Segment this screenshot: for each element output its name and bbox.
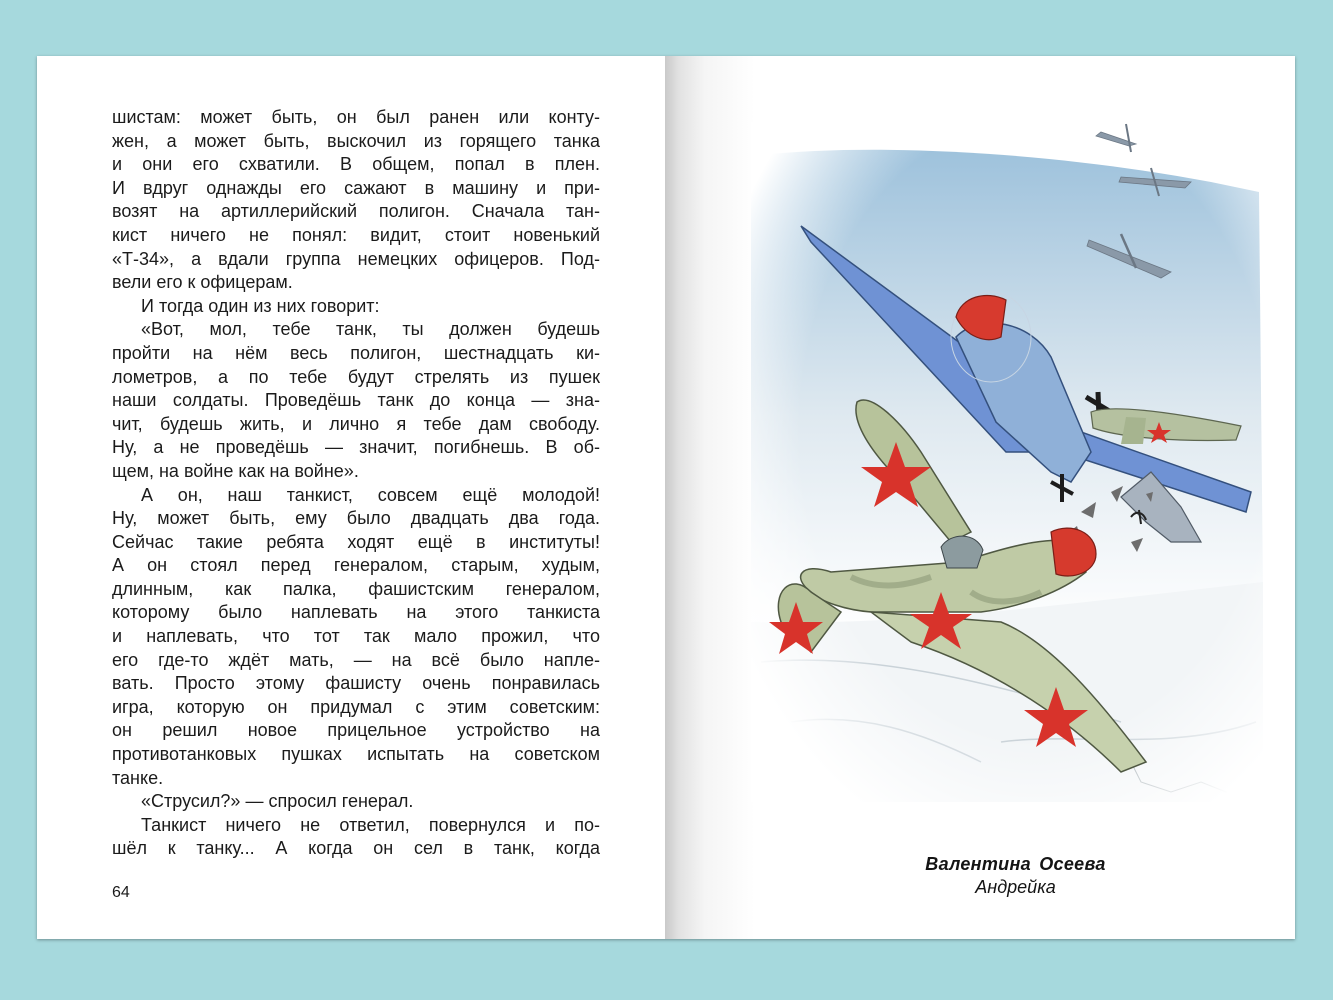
text-line: Сейчас такие ребята ходят ещё в институты! <box>112 531 600 552</box>
right-page <box>665 56 1295 939</box>
text-line: жен, а может быть, выскочил из горящего танка <box>112 130 600 151</box>
text-line: А он, наш танкист, совсем ещё молодой! <box>141 484 600 505</box>
text-line: чит, будешь жить, и лично я тебе дам свободу. <box>112 413 600 434</box>
text-line: возят на артиллерийский полигон. Сначала тан- <box>112 201 600 222</box>
caption-title: Андрейка <box>975 877 1056 897</box>
caption-author: Валентина Осеева <box>925 854 1106 874</box>
text-line: и наплевать, что тот так мало прожил, что <box>112 626 600 647</box>
book-spread <box>37 56 1295 939</box>
text-line: противотанковых пушках испытать на советском <box>112 744 600 765</box>
text-line: «Вот, мол, тебе танк, ты должен будешь <box>141 319 600 340</box>
air-battle-illustration <box>751 122 1271 802</box>
text-line: пройти на нём весь полигон, шестнадцать ки- <box>112 342 600 363</box>
text-line: «Струсил?» — спросил генерал. <box>141 791 414 812</box>
text-line: И тогда один из них говорит: <box>141 295 380 316</box>
text-line: Ну, а не проведёшь — значит, погибнешь. В об- <box>112 437 600 458</box>
page-number: 64 <box>112 884 130 901</box>
text-line: кист ничего не понял: видит, стоит новенький <box>112 224 600 245</box>
text-line: наши солдаты. Проведёшь танк до конца — зна- <box>112 390 600 411</box>
text-line: которому было наплевать на этого танкиста <box>112 602 600 623</box>
text-line: его где-то ждёт мать, — на всё было напле- <box>112 649 600 670</box>
text-line: он решил новое прицельное устройство на <box>112 720 600 741</box>
text-line: танке. <box>112 767 164 788</box>
text-line: вать. Просто этому фашисту очень понравилась <box>112 673 600 694</box>
text-line: вели его к офицерам. <box>112 272 293 293</box>
text-line: и они его схватили. В общем, попал в плен. <box>112 154 600 175</box>
text-line: игра, которую он придумал с этим советским: <box>112 696 600 717</box>
text-line: Танкист ничего не ответил, повернулся и по- <box>141 814 600 835</box>
text-line: щем, на войне как на войне». <box>112 460 359 481</box>
text-line: Ну, может быть, ему было двадцать два года. <box>112 508 600 529</box>
body-text <box>112 106 600 861</box>
left-page <box>37 56 665 939</box>
text-line: длинным, как палка, фашистским генералом, <box>112 578 600 599</box>
text-line: шистам: может быть, он был ранен или конту- <box>112 107 600 127</box>
text-line: шёл к танку... А когда он сел в танк, когда <box>112 838 600 859</box>
text-line: И вдруг однажды его сажают в машину и при- <box>112 177 600 198</box>
text-line: «Т-34», а вдали группа немецких офицеров. Под- <box>112 248 600 269</box>
text-line: А он стоял перед генералом, старым, худым, <box>112 555 600 576</box>
illustration-caption <box>837 852 1194 898</box>
text-line: лометров, а по тебе будут стрелять из пушек <box>112 366 600 387</box>
